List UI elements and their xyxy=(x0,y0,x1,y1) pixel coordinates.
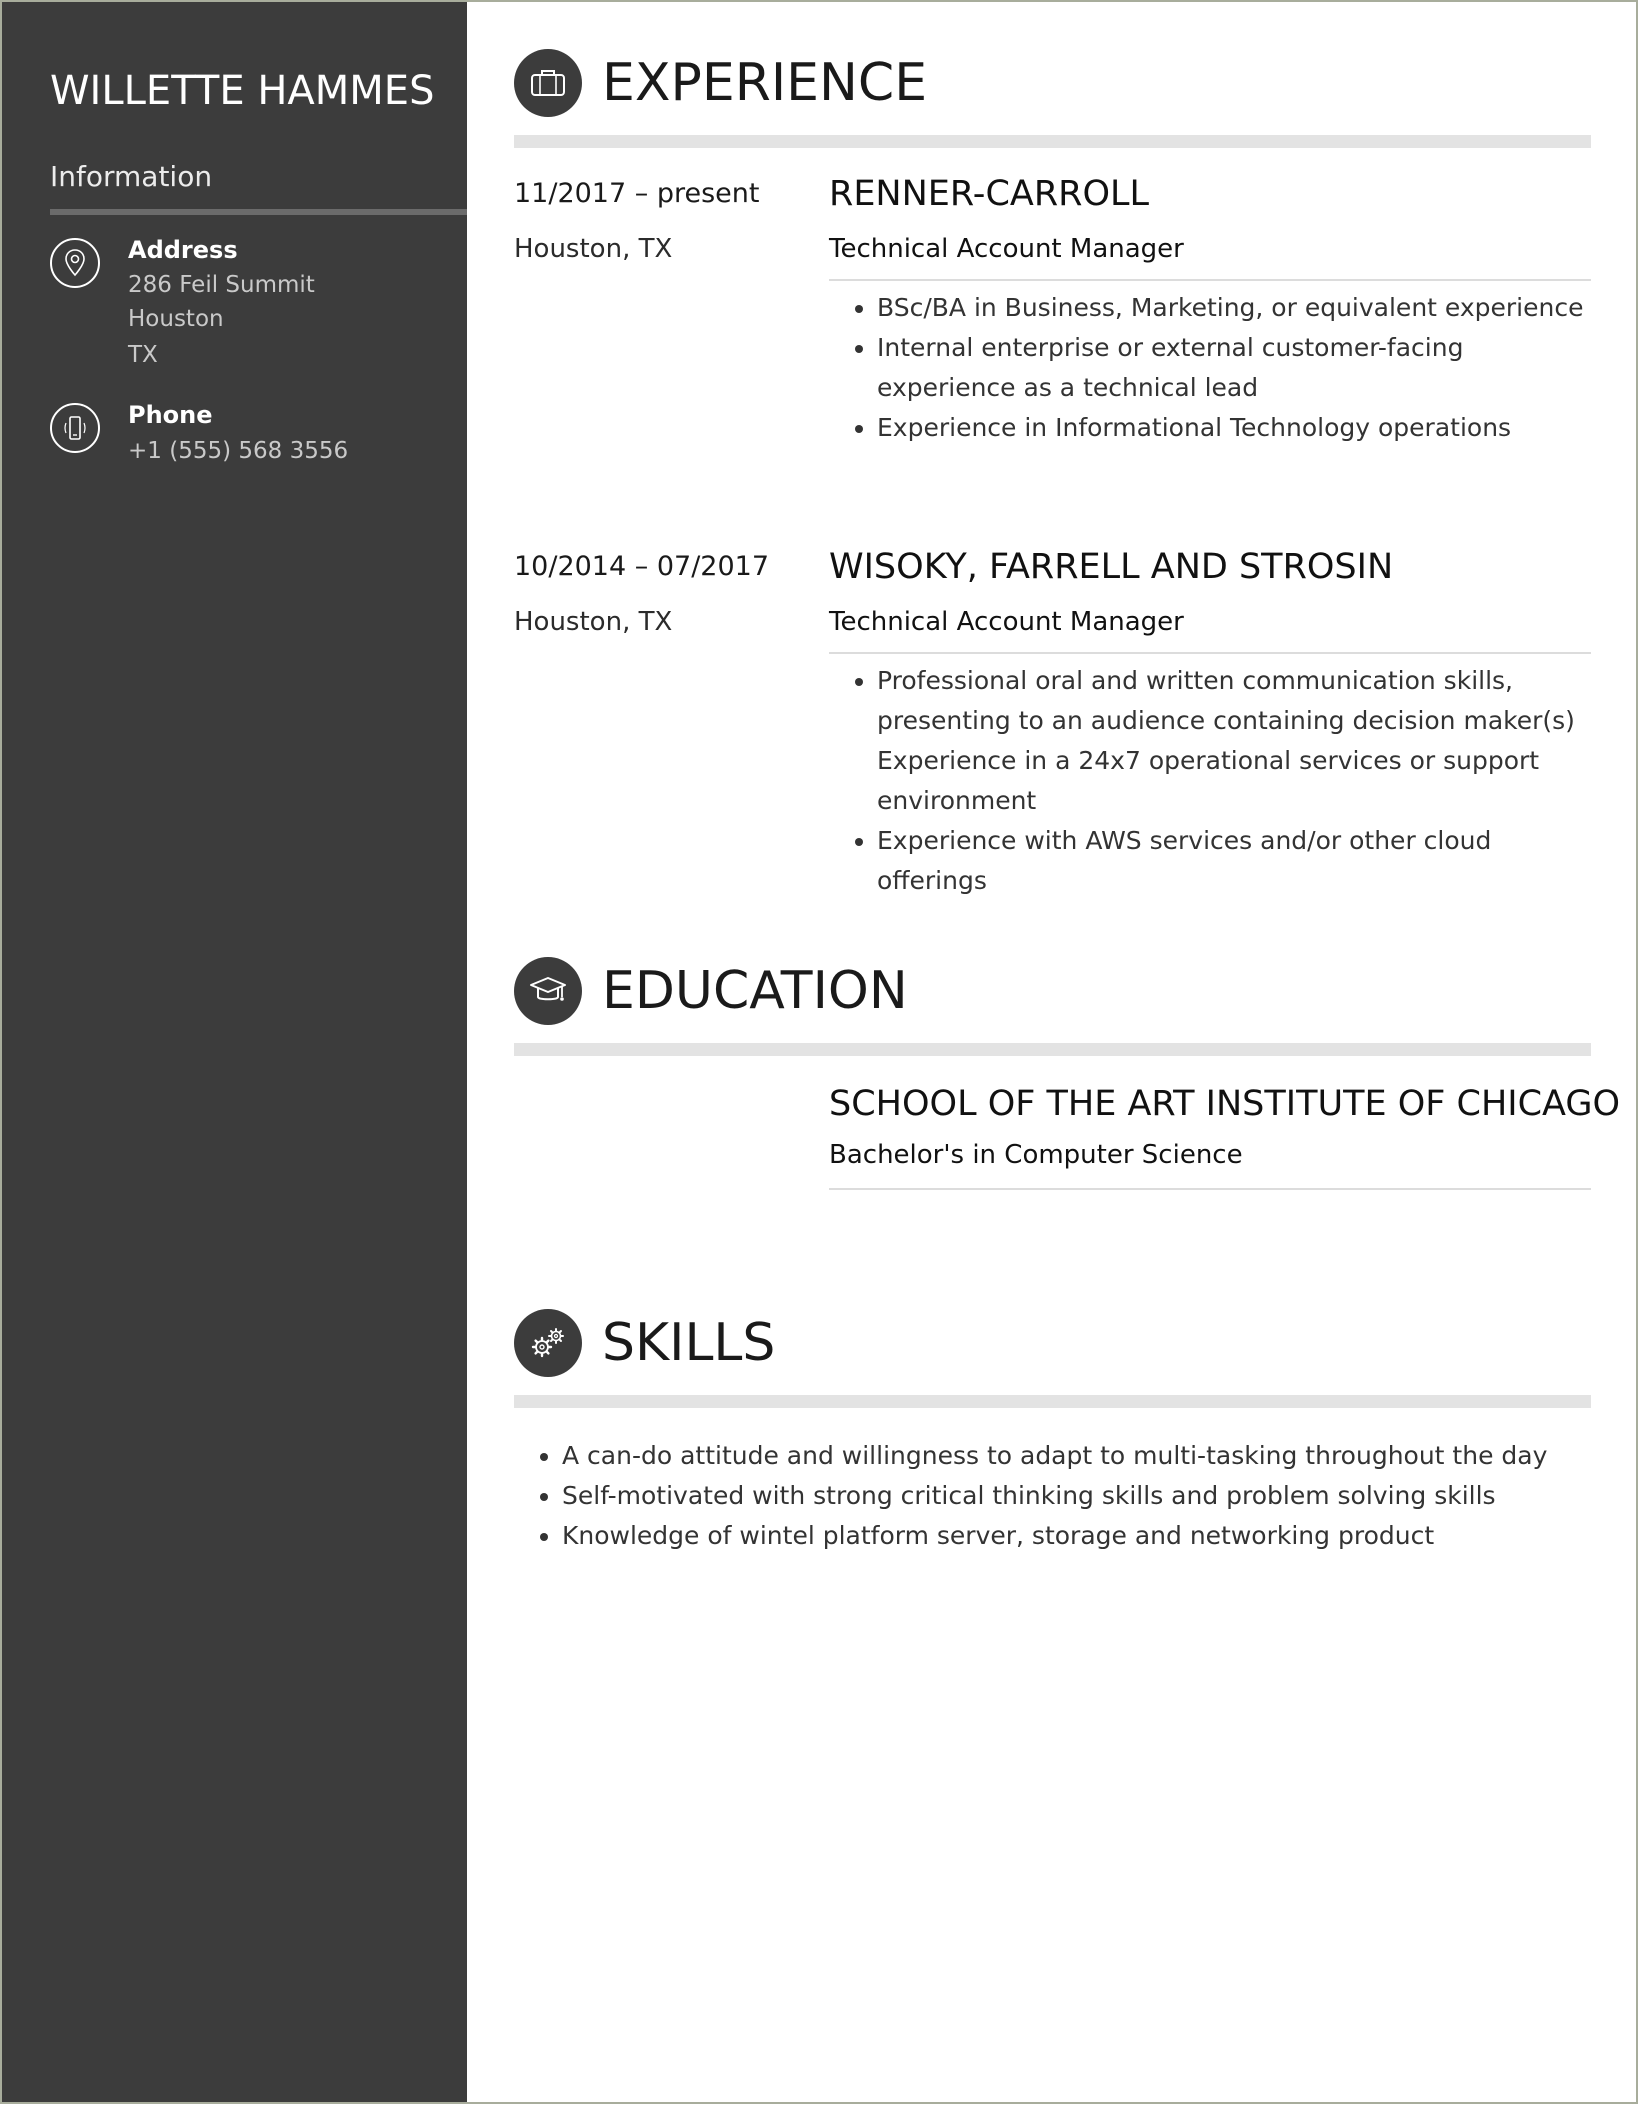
school-name: SCHOOL OF THE ART INSTITUTE OF CHICAGO xyxy=(829,1084,1621,1124)
phone-number: +1 (555) 568 3556 xyxy=(128,438,349,464)
information-heading: Information xyxy=(50,160,213,193)
candidate-name: WILLETTE HAMMES xyxy=(50,68,435,114)
sidebar xyxy=(2,2,467,2102)
address-line: 286 Feil Summit xyxy=(128,272,315,298)
address-label: Address xyxy=(128,236,238,264)
section-divider xyxy=(514,1395,1591,1408)
job-company: RENNER-CARROLL xyxy=(829,174,1150,214)
list-item: • Professional oral and written communication skills, presenting to an audience containing decision maker(s) Experience in a 24x7 operational services or support environment xyxy=(877,661,1591,821)
list-item: • Experience with AWS services and/or other cloud offerings xyxy=(877,821,1591,901)
job-role: Technical Account Manager xyxy=(829,234,1184,264)
section-divider xyxy=(514,1043,1591,1056)
main-content xyxy=(467,2,1636,2102)
job-divider xyxy=(829,279,1591,281)
list-item: • Self-motivated with strong critical thinking skills and problem solving skills xyxy=(562,1476,1591,1516)
list-item: • Experience in Informational Technology operations xyxy=(877,408,1591,448)
job-divider xyxy=(829,652,1591,654)
address-line: TX xyxy=(128,342,158,368)
job-location: Houston, TX xyxy=(514,234,673,264)
education-divider xyxy=(829,1188,1591,1190)
list-item: • A can-do attitude and willingness to adapt to multi-tasking throughout the day xyxy=(562,1436,1591,1476)
education-title: EDUCATION xyxy=(602,961,908,1021)
degree: Bachelor's in Computer Science xyxy=(829,1140,1243,1170)
information-divider xyxy=(50,209,467,215)
job-bullets xyxy=(829,288,1591,448)
list-item: • Knowledge of wintel platform server, storage and networking product xyxy=(562,1516,1591,1556)
location-pin-icon xyxy=(50,238,100,288)
graduation-cap-icon xyxy=(514,957,582,1025)
list-item: • Internal enterprise or external customer-facing experience as a technical lead xyxy=(877,328,1591,408)
address-line: Houston xyxy=(128,306,224,332)
job-bullets xyxy=(829,661,1591,901)
section-divider xyxy=(514,135,1591,148)
job-dates: 11/2017 – present xyxy=(514,178,760,209)
skills-list xyxy=(514,1436,1591,1556)
gears-icon xyxy=(514,1309,582,1377)
briefcase-icon xyxy=(514,49,582,117)
phone-label: Phone xyxy=(128,401,213,429)
job-company: WISOKY, FARRELL AND STROSIN xyxy=(829,547,1394,587)
job-role: Technical Account Manager xyxy=(829,607,1184,637)
experience-title: EXPERIENCE xyxy=(602,53,928,113)
skills-title: SKILLS xyxy=(602,1313,776,1373)
list-item: • BSc/BA in Business, Marketing, or equivalent experience xyxy=(877,288,1591,328)
phone-icon xyxy=(50,403,100,453)
job-location: Houston, TX xyxy=(514,607,673,637)
job-dates: 10/2014 – 07/2017 xyxy=(514,551,769,582)
